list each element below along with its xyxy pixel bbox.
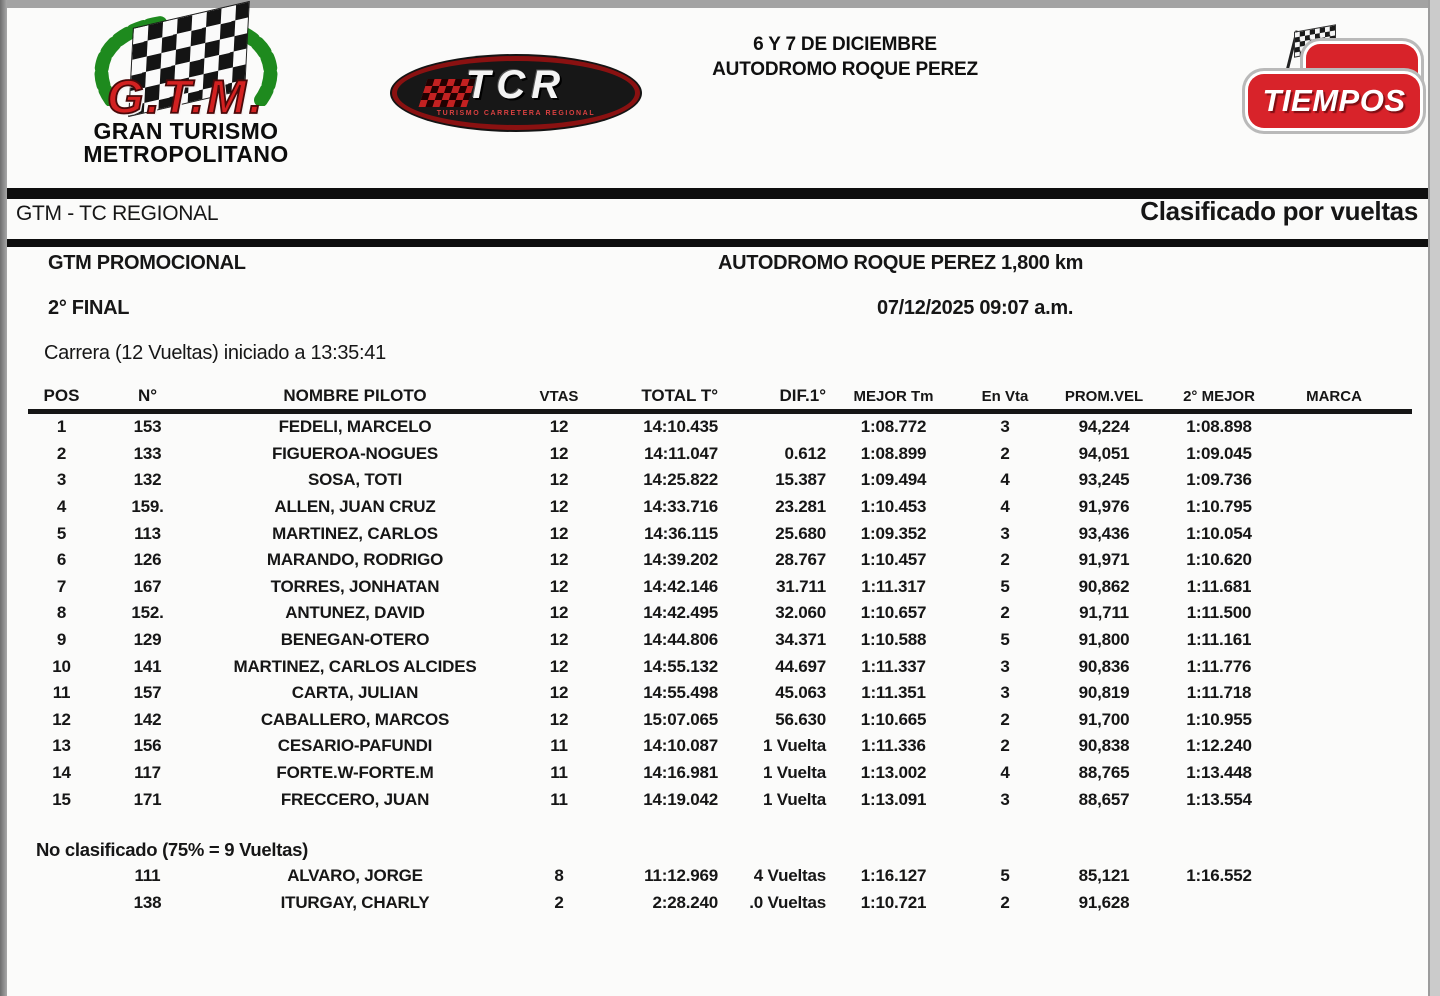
cell-vtas: 12 xyxy=(549,576,569,596)
cell-total: 14:11.047 xyxy=(644,443,718,463)
cell-envta: 2 xyxy=(1000,443,1010,463)
cell-name: ITURGAY, CHARLY xyxy=(280,893,430,913)
cell-marca xyxy=(1279,520,1389,547)
table-row xyxy=(28,786,1412,813)
cell-promvel: 90,862 xyxy=(1078,576,1130,596)
tiempos-logo-text: TIEMPOS xyxy=(1262,83,1406,118)
cell-pos: 11 xyxy=(52,683,71,703)
cell-name: MARTINEZ, CARLOS ALCIDES xyxy=(233,656,477,676)
cell-vtas: 12 xyxy=(549,443,569,463)
cell-dif: 23.281 xyxy=(775,497,826,517)
header-promvel: PROM.VEL xyxy=(1049,386,1159,412)
tcr-logo-text: TCR xyxy=(465,63,567,107)
cell-marca xyxy=(1279,412,1389,441)
cell-promvel: 90,838 xyxy=(1078,736,1130,756)
cell-vtas: 12 xyxy=(549,523,569,543)
table-row xyxy=(28,574,1412,601)
cell-2mejor: 1:11.500 xyxy=(1186,603,1252,623)
cell-name: ALLEN, JUAN CRUZ xyxy=(274,497,436,517)
cell-marca xyxy=(1279,467,1389,494)
cell-name: SOSA, TOTI xyxy=(307,470,403,490)
cell-2mejor: 1:12.240 xyxy=(1186,736,1252,756)
cell-marca xyxy=(1279,547,1389,574)
cell-num: 171 xyxy=(133,789,162,809)
cell-envta: 4 xyxy=(1000,497,1010,517)
cell-mejor: 1:13.002 xyxy=(860,763,927,783)
cell-total: 2:28.240 xyxy=(652,893,718,913)
cell-pos: 13 xyxy=(52,736,71,756)
cell-name: MARTINEZ, CARLOS xyxy=(272,523,438,543)
event-date: 6 Y 7 DE DICIEMBRE xyxy=(753,34,937,55)
table-header-row xyxy=(28,386,1412,412)
cell-total: 14:10.087 xyxy=(643,736,718,756)
not-classified-label: No clasificado (75% = 9 Vueltas) xyxy=(36,838,308,860)
gtm-title-line1: GRAN TURISMO xyxy=(93,118,279,144)
table-row xyxy=(28,441,1412,468)
cell-envta: 3 xyxy=(1000,683,1010,703)
cell-num: 113 xyxy=(134,523,161,543)
table-row xyxy=(28,547,1412,574)
cell-promvel: 91,800 xyxy=(1078,630,1130,650)
cell-name: CARTA, JULIAN xyxy=(291,683,419,703)
cell-vtas: 12 xyxy=(549,470,569,490)
cell-num: 159. xyxy=(131,497,164,517)
cell-dif: 1 Vuelta xyxy=(763,736,826,756)
cell-num: 156 xyxy=(133,736,162,756)
cell-envta: 2 xyxy=(1000,550,1010,570)
cell-num: 142 xyxy=(133,709,162,729)
table-row xyxy=(28,680,1412,707)
cell-2mejor: 1:09.736 xyxy=(1186,470,1252,490)
tiempos-logo-body xyxy=(1248,74,1420,128)
cell-dif: 1 Vuelta xyxy=(763,789,826,809)
cell-dif: 15.387 xyxy=(775,470,826,490)
cell-pos: 5 xyxy=(56,523,67,543)
table-row xyxy=(28,707,1412,734)
cell-mejor: 1:09.352 xyxy=(860,523,927,543)
category-title: GTM - TC REGIONAL xyxy=(16,202,219,225)
cell-name: MARANDO, RODRIGO xyxy=(266,550,444,570)
cell-2mejor: 1:16.552 xyxy=(1186,866,1252,886)
session-category: GTM PROMOCIONAL xyxy=(48,252,246,274)
header-num: N° xyxy=(95,386,200,412)
table-row xyxy=(28,412,1412,441)
cell-mejor: 1:10.457 xyxy=(860,550,927,570)
cell-2mejor: 1:10.620 xyxy=(1186,550,1252,570)
cell-total: 14:55.498 xyxy=(643,683,718,703)
tcr-ellipse xyxy=(392,56,640,130)
header-envta: En Vta xyxy=(961,386,1049,412)
cell-num: 138 xyxy=(133,893,162,913)
header-2mejor: 2° MEJOR xyxy=(1159,386,1279,412)
cell-total: 14:44.806 xyxy=(643,630,718,650)
cell-total: 14:19.042 xyxy=(643,789,718,809)
cell-name: FORTE.W-FORTE.M xyxy=(276,763,434,783)
table-row xyxy=(28,733,1412,760)
cell-mejor: 1:10.453 xyxy=(860,497,927,517)
gtm-logo xyxy=(52,14,320,166)
cell-2mejor: 1:09.045 xyxy=(1186,443,1252,463)
session-datetime: 07/12/2025 09:07 a.m. xyxy=(877,297,1074,319)
cell-mejor: 1:11.317 xyxy=(861,576,926,596)
cell-2mejor: 1:10.054 xyxy=(1186,523,1252,543)
cell-pos xyxy=(28,890,95,917)
cell-vtas: 11 xyxy=(550,789,568,809)
header-mejor: MEJOR Tm xyxy=(826,386,961,412)
cell-total: 15:07.065 xyxy=(643,709,718,729)
not-classified-table xyxy=(28,863,1412,917)
header-pos: POS xyxy=(28,386,95,412)
cell-mejor: 1:11.351 xyxy=(861,683,926,703)
cell-mejor: 1:11.337 xyxy=(861,656,926,676)
cell-num: 126 xyxy=(133,550,162,570)
cell-total: 14:42.495 xyxy=(643,603,718,623)
table-row xyxy=(28,890,1412,917)
cell-mejor: 1:10.588 xyxy=(860,630,927,650)
header-vtas: VTAS xyxy=(510,386,608,412)
table-row xyxy=(28,863,1412,890)
cell-dif: 32.060 xyxy=(775,603,826,623)
header-total: TOTAL T° xyxy=(608,386,718,412)
gtm-title-line2: METROPOLITANO xyxy=(83,141,289,167)
cell-name: CESARIO-PAFUNDI xyxy=(277,736,433,756)
scan-edge-left xyxy=(0,0,7,996)
cell-total: 14:39.202 xyxy=(643,550,718,570)
cell-marca xyxy=(1279,600,1389,627)
cell-mejor: 1:08.772 xyxy=(860,417,927,437)
cell-pos: 10 xyxy=(52,656,71,676)
race-start-info: Carrera (12 Vueltas) iniciado a 13:35:41 xyxy=(44,342,386,364)
cell-mejor: 1:10.657 xyxy=(860,603,927,623)
table-row xyxy=(28,653,1412,680)
cell-promvel: 94,224 xyxy=(1078,417,1130,437)
gtm-acronym: G.T.M. xyxy=(106,70,266,123)
classified-rows xyxy=(28,412,1412,813)
cell-dif: .0 Vueltas xyxy=(749,893,826,913)
tcr-logo xyxy=(392,56,640,130)
cell-envta: 3 xyxy=(1000,789,1010,809)
cell-dif: 31.711 xyxy=(776,576,826,596)
cell-vtas: 12 xyxy=(549,417,569,437)
cell-num: 167 xyxy=(133,576,162,596)
cell-promvel: 88,765 xyxy=(1078,763,1130,783)
cell-envta: 5 xyxy=(1000,630,1010,650)
cell-pos: 7 xyxy=(56,576,67,596)
cell-num: 152. xyxy=(131,603,164,623)
cell-dif: 45.063 xyxy=(775,683,826,703)
cell-marca xyxy=(1279,760,1389,787)
cell-name: FEDELI, MARCELO xyxy=(278,417,432,437)
header-dif: DIF.1° xyxy=(718,386,826,412)
cell-mejor: 1:10.721 xyxy=(860,893,927,913)
cell-mejor: 1:10.665 xyxy=(860,709,927,729)
cell-marca xyxy=(1279,680,1389,707)
cell-2mejor: 1:08.898 xyxy=(1186,417,1252,437)
cell-total: 14:55.132 xyxy=(643,656,718,676)
cell-promvel: 93,436 xyxy=(1078,523,1130,543)
cell-dif: 1 Vuelta xyxy=(763,763,826,783)
cell-marca xyxy=(1279,494,1389,521)
cell-mejor: 1:13.091 xyxy=(860,789,927,809)
cell-pos: 15 xyxy=(52,789,71,809)
cell-2mejor: 1:11.718 xyxy=(1186,683,1252,703)
cell-mejor: 1:11.336 xyxy=(861,736,926,756)
table-row xyxy=(28,494,1412,521)
cell-marca xyxy=(1279,574,1389,601)
scan-edge-right xyxy=(1428,0,1440,996)
cell-vtas: 8 xyxy=(554,866,564,886)
cell-vtas: 12 xyxy=(549,603,569,623)
cell-num: 153 xyxy=(133,417,162,437)
cell-total: 14:16.981 xyxy=(643,763,718,783)
cell-envta: 2 xyxy=(1000,736,1010,756)
tcr-logo-subtext: TURISMO CARRETERA REGIONAL xyxy=(436,110,596,117)
cell-2mejor: 1:10.795 xyxy=(1186,497,1252,517)
cell-vtas: 12 xyxy=(549,683,569,703)
cell-2mejor xyxy=(1159,890,1279,917)
cell-vtas: 12 xyxy=(549,497,569,517)
cell-dif: 28.767 xyxy=(775,550,826,570)
cell-pos xyxy=(28,863,95,890)
cell-promvel: 91,700 xyxy=(1078,709,1130,729)
cell-promvel: 85,121 xyxy=(1078,866,1130,886)
session-name: 2° FINAL xyxy=(48,297,130,319)
cell-num: 117 xyxy=(134,763,161,783)
cell-envta: 5 xyxy=(1000,866,1010,886)
cell-name: BENEGAN-OTERO xyxy=(280,630,430,650)
cell-promvel: 91,711 xyxy=(1079,603,1129,623)
cell-name: FRECCERO, JUAN xyxy=(280,789,430,809)
cell-marca xyxy=(1279,890,1389,917)
header-name: NOMBRE PILOTO xyxy=(200,386,510,412)
event-venue: AUTODROMO ROQUE PEREZ xyxy=(712,59,978,80)
cell-promvel: 91,976 xyxy=(1078,497,1130,517)
cell-marca xyxy=(1279,707,1389,734)
cell-vtas: 2 xyxy=(554,893,564,913)
cell-total: 14:25.822 xyxy=(643,470,718,490)
cell-promvel: 91,628 xyxy=(1078,893,1130,913)
cell-2mejor: 1:11.776 xyxy=(1186,656,1252,676)
cell-total: 14:10.435 xyxy=(643,417,718,437)
table-row xyxy=(28,760,1412,787)
cell-pos: 4 xyxy=(56,497,67,517)
cell-marca xyxy=(1279,863,1389,890)
results-section xyxy=(28,386,1412,917)
cell-num: 111 xyxy=(134,866,161,886)
cell-total: 14:36.115 xyxy=(644,523,718,543)
cell-2mejor: 1:10.955 xyxy=(1186,709,1252,729)
cell-mejor: 1:09.494 xyxy=(860,470,927,490)
cell-name: TORRES, JONHATAN xyxy=(270,576,440,596)
cell-num: 129 xyxy=(133,630,162,650)
cell-vtas: 12 xyxy=(549,630,569,650)
cell-dif: 44.697 xyxy=(775,656,826,676)
divider-bar-bottom xyxy=(0,239,1440,247)
cell-2mejor: 1:13.448 xyxy=(1186,763,1252,783)
cell-marca xyxy=(1279,441,1389,468)
classification-table xyxy=(28,386,1412,813)
cell-dif: 0.612 xyxy=(784,443,826,463)
cell-pos: 14 xyxy=(52,763,71,783)
scan-edge-top xyxy=(0,0,1440,8)
report-title: Clasificado por vueltas xyxy=(1140,196,1418,226)
tiempos-logo xyxy=(1248,28,1424,132)
cell-num: 141 xyxy=(133,656,162,676)
cell-marca xyxy=(1279,653,1389,680)
cell-promvel: 90,819 xyxy=(1078,683,1130,703)
cell-2mejor: 1:13.554 xyxy=(1186,789,1252,809)
cell-pos: 12 xyxy=(52,709,71,729)
cell-pos: 9 xyxy=(56,630,67,650)
cell-mejor: 1:16.127 xyxy=(860,866,927,886)
cell-pos: 1 xyxy=(56,417,67,437)
cell-pos: 6 xyxy=(56,550,67,570)
header-marca: MARCA xyxy=(1279,386,1389,412)
cell-dif: 56.630 xyxy=(775,709,826,729)
cell-vtas: 11 xyxy=(550,736,568,756)
cell-name: ANTUNEZ, DAVID xyxy=(285,603,425,623)
cell-num: 132 xyxy=(133,470,162,490)
cell-marca xyxy=(1279,733,1389,760)
cell-vtas: 11 xyxy=(550,763,568,783)
cell-dif: 4 Vueltas xyxy=(753,866,826,886)
cell-envta: 2 xyxy=(1000,603,1010,623)
cell-total: 11:12.969 xyxy=(644,866,718,886)
cell-2mejor: 1:11.681 xyxy=(1186,576,1252,596)
cell-promvel: 88,657 xyxy=(1078,789,1130,809)
cell-promvel: 93,245 xyxy=(1078,470,1130,490)
cell-envta: 4 xyxy=(1000,470,1010,490)
cell-vtas: 12 xyxy=(549,656,569,676)
cell-envta: 5 xyxy=(1000,576,1010,596)
cell-total: 14:42.146 xyxy=(643,576,718,596)
cell-marca xyxy=(1279,786,1389,813)
cell-vtas: 12 xyxy=(549,709,569,729)
event-header xyxy=(610,32,1080,82)
cell-dif: 25.680 xyxy=(775,523,826,543)
table-row xyxy=(28,520,1412,547)
cell-2mejor: 1:11.161 xyxy=(1186,630,1252,650)
cell-envta: 2 xyxy=(1000,709,1010,729)
cell-envta: 3 xyxy=(1000,656,1010,676)
table-row xyxy=(28,600,1412,627)
cell-envta: 4 xyxy=(1000,763,1010,783)
cell-name: CABALLERO, MARCOS xyxy=(260,709,450,729)
cell-vtas: 12 xyxy=(549,550,569,570)
cell-promvel: 90,836 xyxy=(1078,656,1130,676)
table-row xyxy=(28,627,1412,654)
cell-dif xyxy=(718,412,826,441)
table-row xyxy=(28,467,1412,494)
cell-name: ALVARO, JORGE xyxy=(287,866,423,886)
cell-promvel: 91,971 xyxy=(1078,550,1130,570)
cell-envta: 3 xyxy=(1000,523,1010,543)
cell-num: 133 xyxy=(133,443,162,463)
cell-num: 157 xyxy=(133,683,162,703)
cell-marca xyxy=(1279,627,1389,654)
not-classified-rows xyxy=(28,863,1412,917)
track-info: AUTODROMO ROQUE PEREZ 1,800 km xyxy=(718,252,1084,274)
cell-pos: 3 xyxy=(56,470,67,490)
cell-dif: 34.371 xyxy=(775,630,826,650)
cell-total: 14:33.716 xyxy=(643,497,718,517)
cell-promvel: 94,051 xyxy=(1078,443,1130,463)
cell-pos: 2 xyxy=(56,443,67,463)
cell-pos: 8 xyxy=(56,603,67,623)
cell-envta: 2 xyxy=(1000,893,1010,913)
cell-envta: 3 xyxy=(1000,417,1010,437)
cell-mejor: 1:08.899 xyxy=(860,443,927,463)
cell-name: FIGUEROA-NOGUES xyxy=(271,443,439,463)
